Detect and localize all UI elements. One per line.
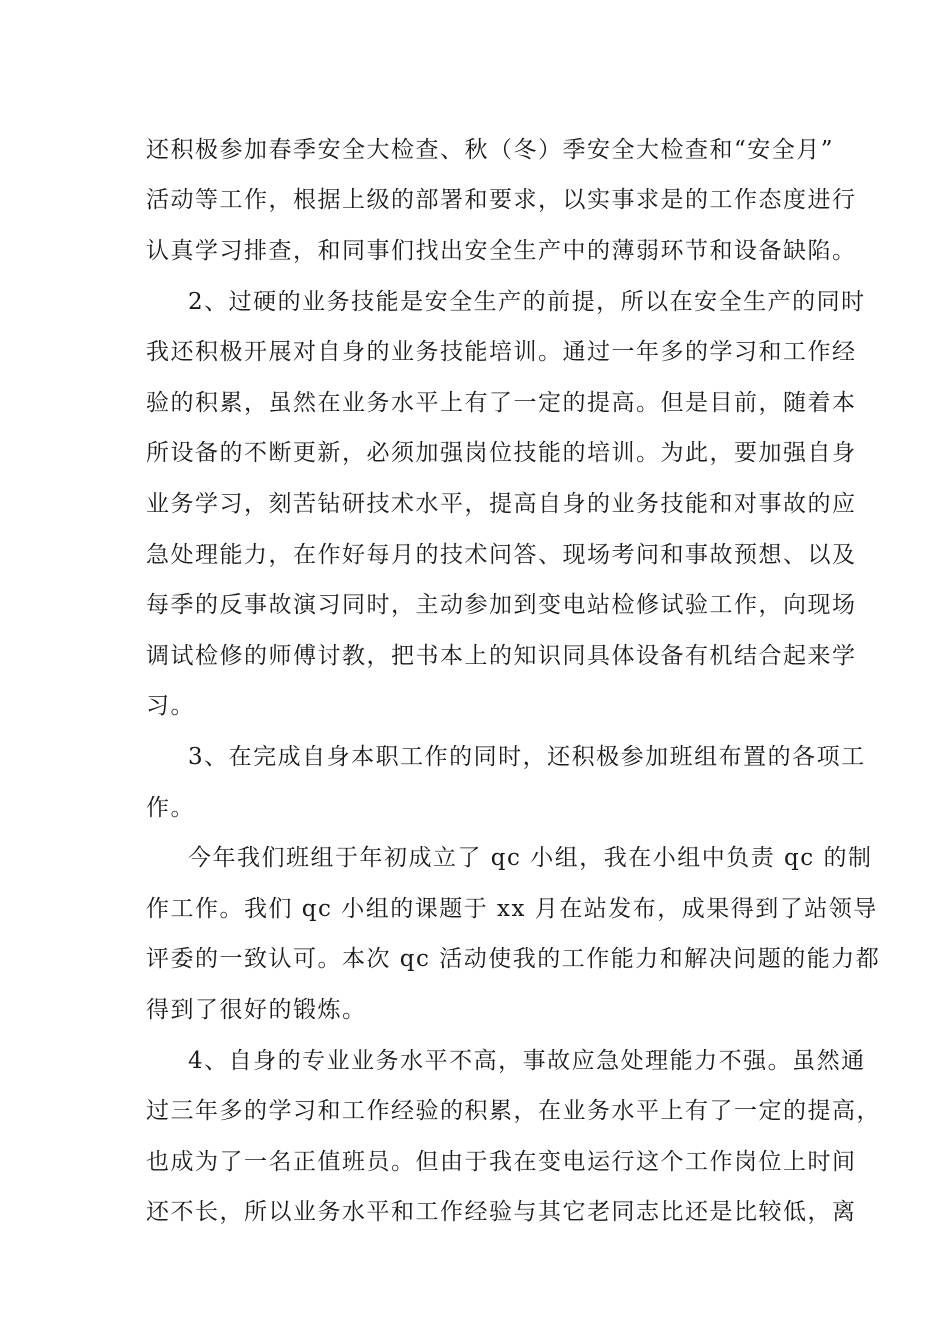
text-line: 所设备的不断更新，必须加强岗位技能的培训。为此，要加强自身	[146, 440, 857, 466]
text-line: 过三年多的学习和工作经验的积累，在业务水平上有了一定的提高，	[146, 1098, 881, 1124]
text-line: 还不长，所以业务水平和工作经验与其它老同志比还是比较低，离	[146, 1199, 857, 1225]
text-line: 验的积累，虽然在业务水平上有了一定的提高。但是目前，随着本	[146, 390, 857, 416]
text-line: 认真学习排查，和同事们找出安全生产中的薄弱环节和设备缺陷。	[146, 238, 857, 264]
text-line: 活动等工作，根据上级的部署和要求，以实事求是的工作态度进行	[146, 187, 857, 213]
text-line: 我还积极开展对自身的业务技能培训。通过一年多的学习和工作经	[146, 339, 857, 365]
paragraph-qc-first-line: 今年我们班组于年初成立了 qc 小组，我在小组中负责 qc 的制	[188, 845, 873, 871]
text-line: 调试检修的师傅讨教，把书本上的知识同具体设备有机结合起来学	[146, 643, 857, 669]
text-line: 也成为了一名正值班员。但由于我在变电运行这个工作岗位上时间	[146, 1149, 857, 1175]
text-line: 评委的一致认可。本次 qc 活动使我的工作能力和解决问题的能力都	[146, 946, 881, 972]
text-line: 每季的反事故演习同时，主动参加到变电站检修试验工作，向现场	[146, 592, 857, 618]
text-line: 还积极参加春季安全大检查、秋（冬）季安全大检查和“安全月”	[146, 137, 835, 163]
paragraph-4-first-line: 4、自身的专业业务水平不高，事故应急处理能力不强。虽然通	[188, 1048, 866, 1074]
text-line: 作。	[146, 795, 195, 821]
text-line: 作工作。我们 qc 小组的课题于 xx 月在站发布，成果得到了站领导	[146, 896, 878, 922]
paragraph-2-first-line: 2、过硬的业务技能是安全生产的前提，所以在安全生产的同时	[188, 289, 866, 315]
text-line: 习。	[146, 693, 195, 719]
text-line: 急处理能力，在作好每月的技术问答、现场考问和事故预想、以及	[146, 542, 857, 568]
paragraph-3-first-line: 3、在完成自身本职工作的同时，还积极参加班组布置的各项工	[188, 744, 866, 770]
text-line: 业务学习，刻苦钻研技术水平，提高自身的业务技能和对事故的应	[146, 491, 857, 517]
text-line: 得到了很好的锻炼。	[146, 997, 367, 1023]
